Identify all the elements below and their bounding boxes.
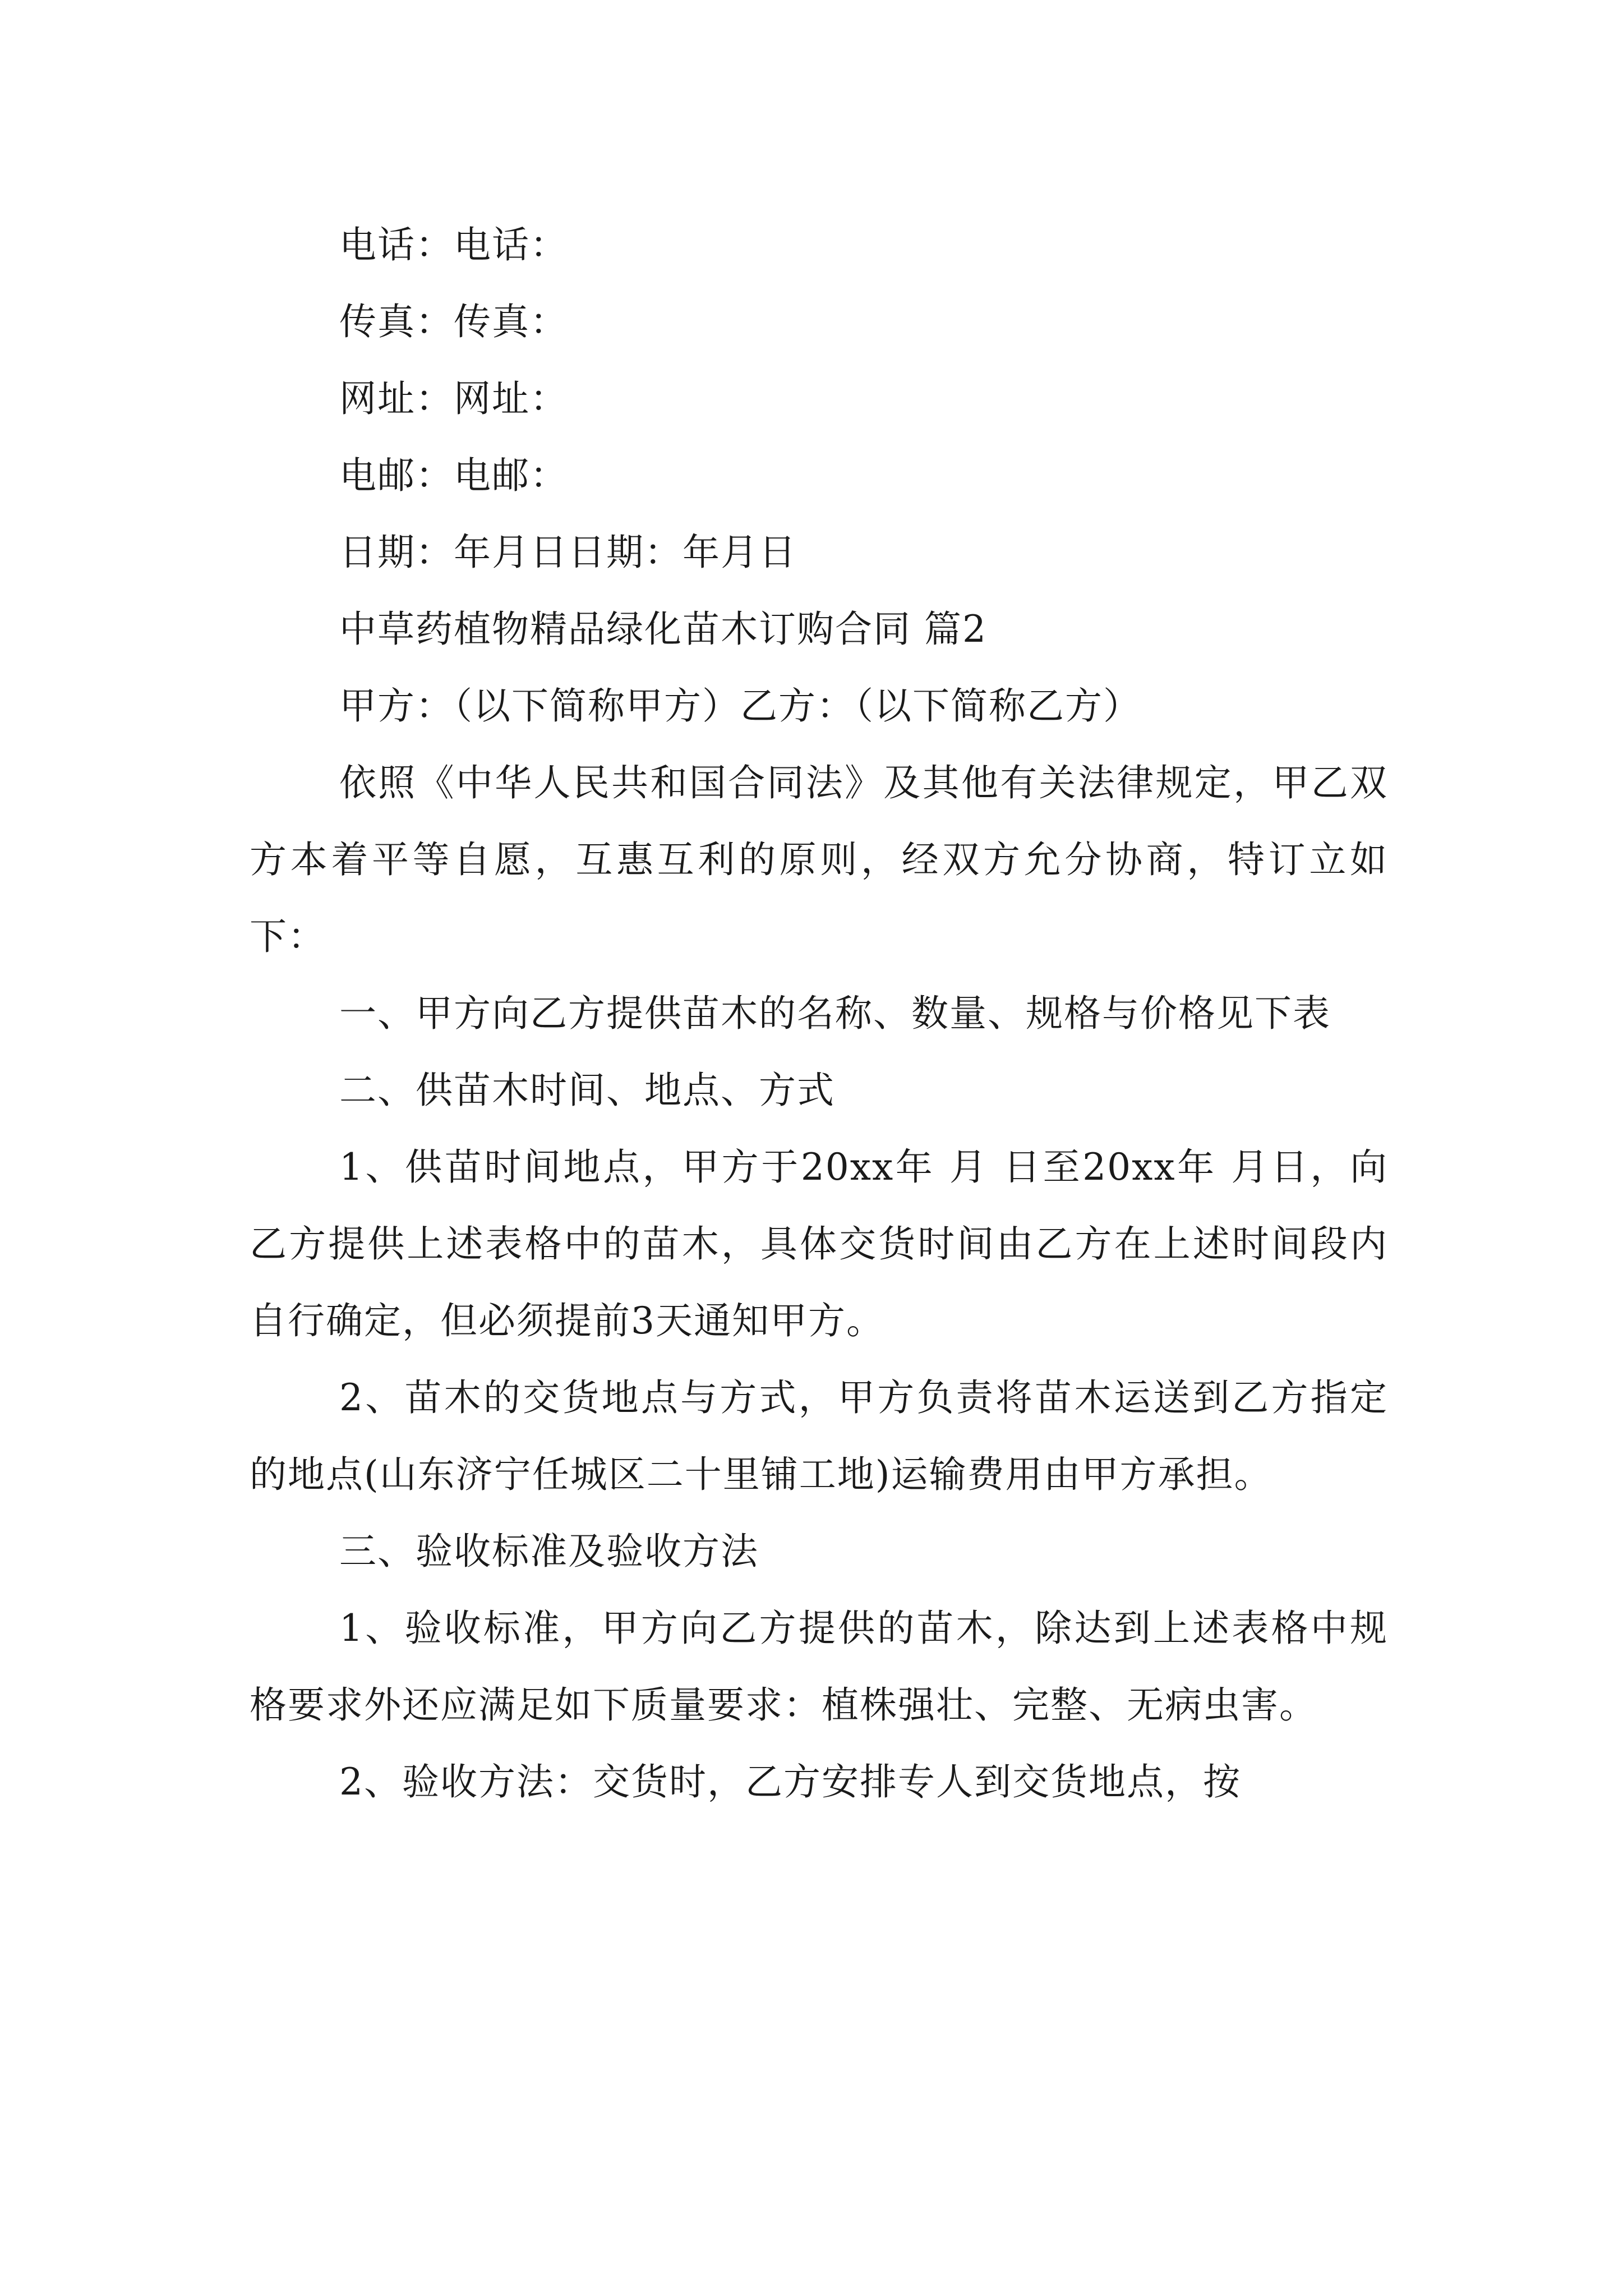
email-line: 电邮：电邮： (339, 454, 568, 497)
clause-1-paragraph: 一、甲方向乙方提供苗木的名称、数量、规格与价格见下表 (339, 992, 1331, 1035)
phone-line: 电话：电话： (339, 223, 568, 266)
clause-3-heading: 三、验收标准及验收方法 (339, 1530, 759, 1573)
contract-title: 中草药植物精品绿化苗木订购合同 篇2 (339, 608, 987, 651)
clause-2-heading: 二、供苗木时间、地点、方式 (339, 1069, 835, 1112)
clause-2-1-paragraph: 1、供苗时间地点，甲方于20xx年 月 日至20xx年 月日，向乙方提供上述表格中的苗木，具体交货时间由乙方在上述时间段内自行确定，但必须提前3天通知甲方。 (250, 1145, 1388, 1342)
document-body (250, 206, 1388, 1820)
website-line: 网址：网址： (339, 377, 568, 420)
clause-2-2-paragraph: 2、苗木的交货地点与方式，甲方负责将苗木运送到乙方指定的地点(山东济宁任城区二十里铺工地)运输费用由甲方承担。 (250, 1376, 1388, 1496)
parties-line: 甲方：（以下简称甲方）乙方：（以下简称乙方） (339, 684, 1141, 728)
intro-paragraph: 依照《中华人民共和国合同法》及其他有关法律规定，甲乙双方本着平等自愿，互惠互利的原则，经双方允分协商，特订立如下： (250, 761, 1388, 958)
fax-line: 传真：传真： (339, 300, 568, 343)
clause-3-1-paragraph: 1、验收标准，甲方向乙方提供的苗木，除达到上述表格中规格要求外还应满足如下质量要求：植株强壮、完整、无病虫害。 (250, 1607, 1388, 1727)
clause-3-2-paragraph: 2、验收方法：交货时，乙方安排专人到交货地点，按 (339, 1760, 1241, 1803)
date-line: 日期：年月日日期：年月日 (339, 531, 797, 574)
